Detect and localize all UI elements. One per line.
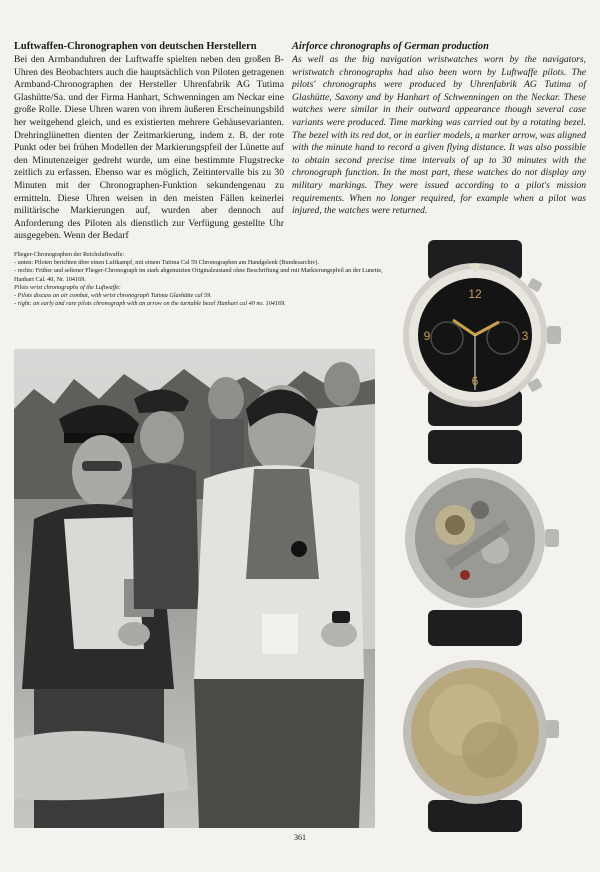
caption-block: [14, 251, 384, 308]
english-body: As well as the big navigation wristwatches worn by the navigators, wristwatch chronographs had also been worn by Luftwaffe pilots. The pilots' chronographs were produced by Uhrenfabrik AG Tutima of Glashütte, Saxony and by Hanhart of Schwenningen on the Neckar. These watches were similar in their outward appearance though several case variants were produced. Time marking was carried out by a rotating bezel. The bezel with its red dot, or in earlier models, a marker arrow, was aligned with the minute hand to record a given flying distance. It was also possible to obtain second precise time intervals of up to 30 minutes with the chronograph function. In the most part, these watches do not display any military markings. They were issued according to a pilot's mission requirements. When no longer required, for example when a pilot was injured, the watches were returned.: [292, 54, 586, 217]
english-heading: Airforce chronographs of German production: [292, 41, 489, 52]
watch-movement-view: [405, 430, 559, 646]
crown-icon: [547, 326, 561, 344]
dial-numeral-12: 12: [468, 287, 482, 301]
watch-caseback-view: [403, 660, 559, 832]
english-text-column: [292, 40, 586, 218]
dial-numeral-3: 3: [521, 329, 529, 343]
page-number: 361: [294, 833, 306, 842]
caption-de-line2: - rechts: Früher und seltener Flieger-Chronograph im stark abgenutzten Originalzustand ohne Beschriftung und mit Markierungspfeil an der Lunette, Hanhart Cal. 40, Nr. 104169.: [14, 267, 383, 283]
german-heading: Luftwaffen-Chronographen von deutschen Herstellern: [14, 41, 257, 52]
caption-en-title: Pilots wrist chronographs of the Luftwaffe:: [14, 283, 121, 291]
german-body: Bei den Armbanduhren der Luftwaffe spielten neben den großen B-Uhren des Beobachters auch die hauptsächlich von Piloten getragenen Armband-Chronographen der Hersteller Uhrenfabrik AG Tutima Glashütte/Sa. und der Firma Hanhart, Schwenningen am Neckar eine große Rolle. Diese Uhren waren von ihrem äußeren Erscheinungsbild her weitgehend gleich, und es existierten mehrere Gehäusevarianten. Drehringlünetten dienten der Zeitmarkierung, indem z. B. der rote Punkt oder bei frühen Modellen der Markierungspfeil der Lünette auf den Minutenzeiger gedreht wurde, um eine bestimmte Flugstrecke zeitlich zu erfassen. Ebenso war es möglich, Zeitintervalle bis zu 30 Minuten mit der Chronographen-Funktion sekundengenau zu ermitteln. Diese Uhren weisen in den meisten Fällen keinerlei militärische Markierungen auf, wurden aber dennoch auf Anforderung des Piloten als dienstlich zur Verfügung gestellte Uhr ausgegeben. Wenn der Bedarf: [14, 54, 284, 242]
pilots-photo: [14, 349, 375, 828]
german-text-column: [14, 40, 284, 243]
caption-de-title: Flieger-Chronographen der Reichsluftwaffe:: [14, 251, 125, 258]
watch-photos: [385, 240, 565, 832]
watch-dial-view: [403, 240, 561, 426]
caption-en-line1: - Pilots discuss an air combat, with wrist chronograph Tutima Glashütte cal 59.: [14, 292, 212, 300]
dial-numeral-6: 6: [471, 374, 479, 388]
wrist-chronograph-icon: [332, 611, 350, 623]
dial-numeral-9: 9: [423, 329, 431, 343]
caption-de-line1: - unten: Piloten berichten über einen Luftkampf, mit einem Tutima Cal 59 Chronographen am Handgelenk (Bundesarchiv).: [14, 259, 320, 267]
caption-en-line2: - right: an early and rare pilots chronograph with an arrow on the turnable bezel Hanhart cal 40 no. 104169.: [14, 300, 286, 308]
